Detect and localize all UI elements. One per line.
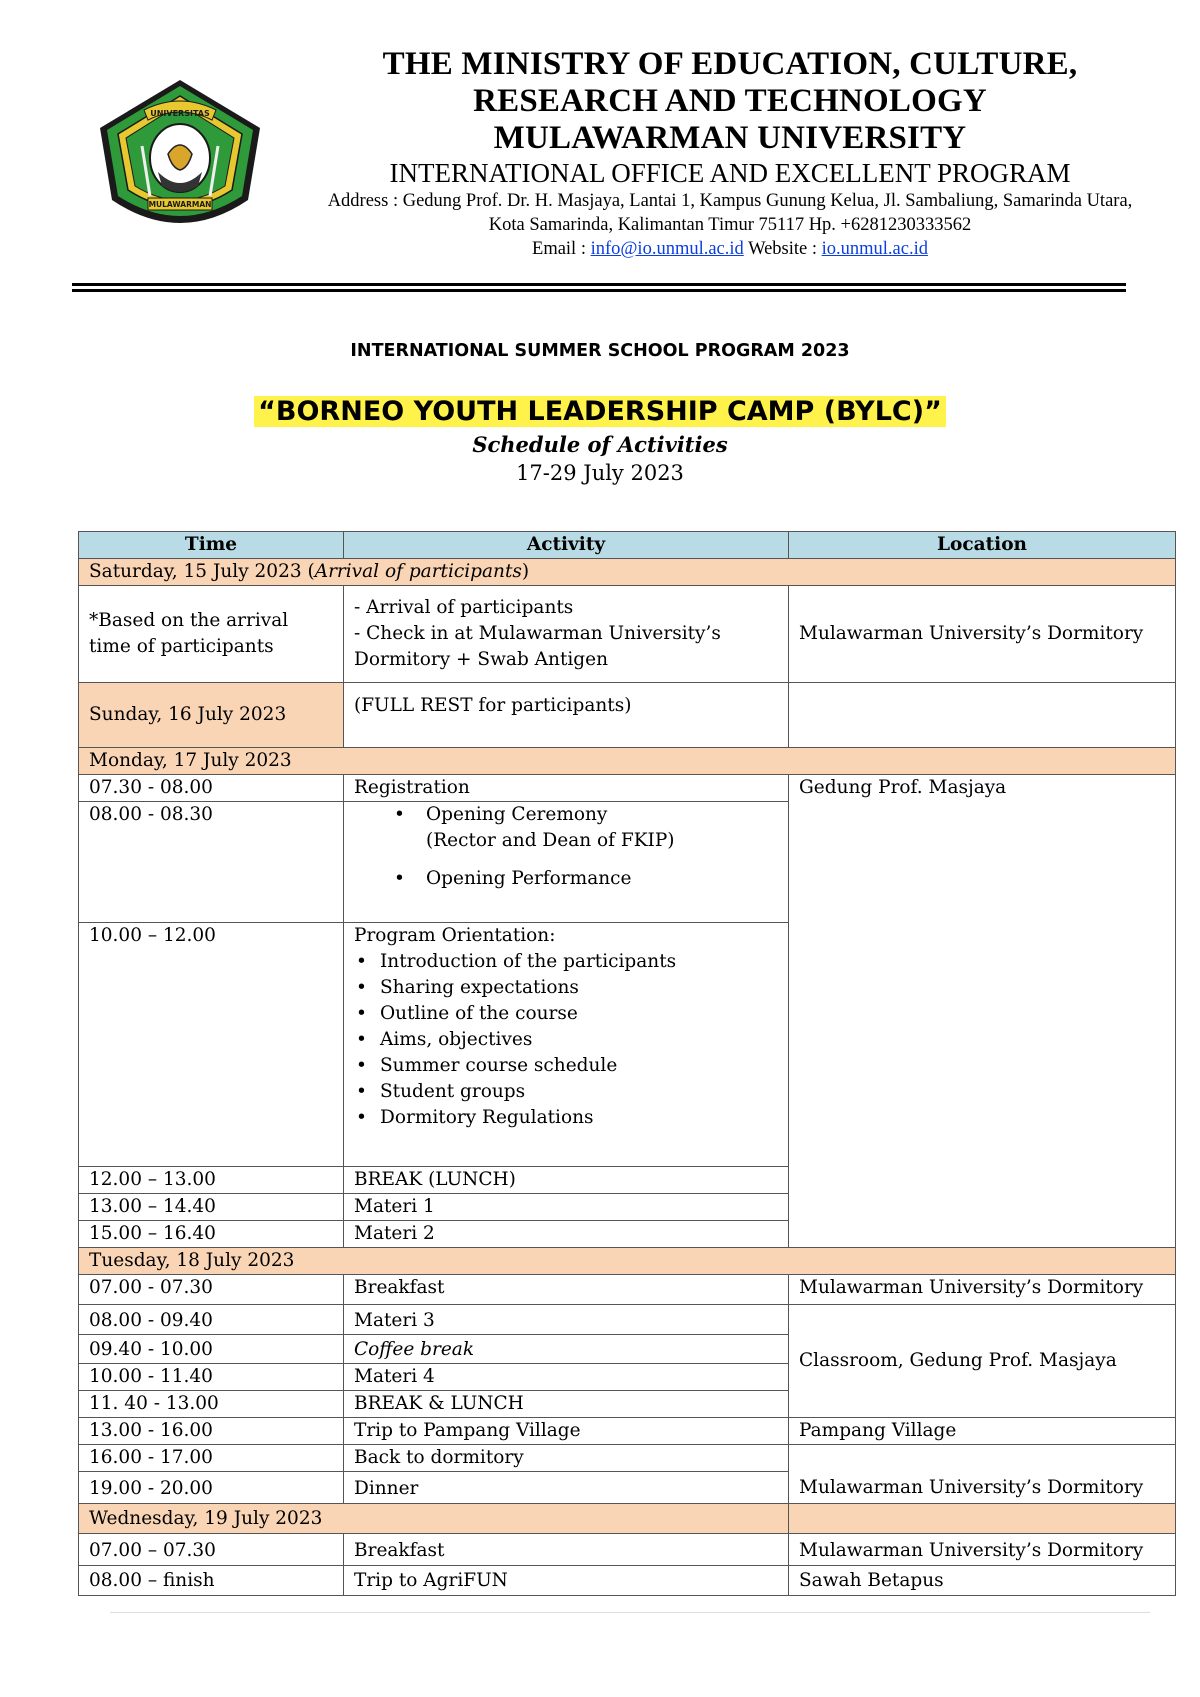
time-cell: 13.00 - 16.00: [79, 1418, 344, 1445]
activity-cell: Trip to AgriFUN: [344, 1566, 789, 1596]
table-row: [79, 586, 1176, 683]
email-label: Email :: [532, 239, 591, 259]
camp-title-wrap: [0, 396, 1200, 427]
activity-cell: Materi 4: [344, 1364, 789, 1391]
list-item: • Aims, objectives: [352, 1027, 778, 1053]
opening-list: [354, 802, 778, 892]
table-row: [79, 1305, 1176, 1335]
time-cell: 08.00 – finish: [79, 1566, 344, 1596]
activity-cell: Breakfast: [344, 1275, 789, 1305]
time-cell: 15.00 – 16.40: [79, 1221, 344, 1248]
time-cell: 13.00 – 14.40: [79, 1194, 344, 1221]
activity-cell: Materi 3: [344, 1305, 789, 1335]
time-cell: 12.00 – 13.00: [79, 1167, 344, 1194]
header-time: Time: [79, 532, 344, 559]
header-rule-bottom: [72, 289, 1126, 292]
list-item: • Student groups: [352, 1079, 778, 1105]
table-row: [79, 1275, 1176, 1305]
contact-line: [230, 237, 1200, 261]
list-item: • Outline of the course: [352, 1001, 778, 1027]
activity-cell: BREAK (LUNCH): [344, 1167, 789, 1194]
location-cell: Classroom, Gedung Prof. Masjaya: [789, 1305, 1176, 1418]
activity-cell: Back to dormitory: [344, 1445, 789, 1472]
letterhead: [230, 46, 1200, 261]
logo-bottom-text: MULAWARMAN: [148, 200, 212, 209]
activity-cell: BREAK & LUNCH: [344, 1391, 789, 1418]
list-item: • Opening Ceremony (Rector and Dean of FKIP): [354, 802, 778, 854]
schedule-dates: 17-29 July 2023: [516, 461, 684, 485]
header-location: Location: [789, 532, 1176, 559]
orientation-list: [352, 949, 778, 1131]
time-cell: 10.00 - 11.40: [79, 1364, 344, 1391]
day-row-monday: [79, 748, 1176, 775]
list-item: • Sharing expectations: [352, 975, 778, 1001]
time-cell: 07.00 - 07.30: [79, 1275, 344, 1305]
location-cell: Sawah Betapus: [789, 1566, 1176, 1596]
activity-cell: [344, 923, 789, 1167]
location-cell: [789, 683, 1176, 748]
time-cell: *Based on the arrival time of participants: [79, 586, 344, 683]
time-cell: 10.00 – 12.00: [79, 923, 344, 1167]
website-link[interactable]: io.unmul.ac.id: [821, 239, 928, 259]
activity-cell: Materi 2: [344, 1221, 789, 1248]
time-cell: 07.30 - 08.00: [79, 775, 344, 802]
time-cell: 08.00 - 09.40: [79, 1305, 344, 1335]
orientation-heading: Program Orientation:: [354, 925, 556, 946]
table-row: [79, 683, 1176, 748]
table-row: [79, 1445, 1176, 1472]
table-row: [79, 1534, 1176, 1566]
table-header-row: [79, 532, 1176, 559]
activity-cell: Materi 1: [344, 1194, 789, 1221]
schedule-subtitle: Schedule of Activities: [472, 432, 728, 457]
address-line-1: Address : Gedung Prof. Dr. H. Masjaya, Lantai 1, Kampus Gunung Kelua, Jl. Sambaliung, Samarinda Utara,: [327, 191, 1133, 211]
day-label-monday: Monday, 17 July 2023: [79, 748, 1176, 775]
table-row: [79, 1566, 1176, 1596]
website-label: Website :: [743, 239, 822, 259]
program-title: INTERNATIONAL SUMMER SCHOOL PROGRAM 2023: [350, 341, 850, 361]
location-cell: [789, 1504, 1176, 1534]
university-name: MULAWARMAN UNIVERSITY: [493, 120, 967, 156]
day-label-sunday: Sunday, 16 July 2023: [79, 683, 344, 748]
activity-cell: Registration: [344, 775, 789, 802]
day-label-saturday: Saturday, 15 July 2023 (Arrival of participants): [79, 559, 1176, 586]
header-activity: Activity: [344, 532, 789, 559]
activity-cell: Breakfast: [344, 1534, 789, 1566]
location-cell: Mulawarman University’s Dormitory: [789, 1275, 1176, 1305]
time-cell: 11. 40 - 13.00: [79, 1391, 344, 1418]
list-item: • Summer course schedule: [352, 1053, 778, 1079]
activity-cell: Dinner: [344, 1472, 789, 1504]
location-cell: Mulawarman University’s Dormitory: [789, 1445, 1176, 1504]
day-row-wednesday: [79, 1504, 1176, 1534]
activity-cell: Trip to Pampang Village: [344, 1418, 789, 1445]
address-line-2: Kota Samarinda, Kalimantan Timur 75117 Hp. +6281230333562: [488, 215, 972, 235]
logo-top-text: UNIVERSITAS: [150, 109, 210, 118]
day-label-tuesday: Tuesday, 18 July 2023: [79, 1248, 1176, 1275]
time-cell: 08.00 - 08.30: [79, 802, 344, 923]
time-cell: 09.40 - 10.00: [79, 1335, 344, 1364]
day-row-tuesday: [79, 1248, 1176, 1275]
list-item: • Opening Performance: [354, 866, 778, 892]
table-row: [79, 775, 1176, 802]
header-rule-top: [72, 283, 1126, 286]
email-link[interactable]: info@io.unmul.ac.id: [590, 239, 744, 259]
time-cell: 19.00 - 20.00: [79, 1472, 344, 1504]
table-row: [79, 1418, 1176, 1445]
activity-cell: - Arrival of participants - Check in at Mulawarman University’s Dormitory + Swab Antigen: [344, 586, 789, 683]
location-cell: Gedung Prof. Masjaya: [789, 775, 1176, 1248]
time-cell: 07.00 – 07.30: [79, 1534, 344, 1566]
activity-cell: Coffee break: [344, 1335, 789, 1364]
camp-title: “BORNEO YOUTH LEADERSHIP CAMP (BYLC)”: [254, 396, 946, 427]
time-cell: 16.00 - 17.00: [79, 1445, 344, 1472]
schedule-table: [78, 531, 1176, 1596]
day-label-wednesday: Wednesday, 19 July 2023: [79, 1504, 789, 1534]
list-item: • Introduction of the participants: [352, 949, 778, 975]
activity-cell: [344, 802, 789, 923]
ministry-line-2: RESEARCH AND TECHNOLOGY: [473, 83, 987, 119]
day-row-saturday: [79, 559, 1176, 586]
location-cell: Mulawarman University’s Dormitory: [789, 586, 1176, 683]
office-name: INTERNATIONAL OFFICE AND EXCELLENT PROGRAM: [389, 158, 1071, 188]
footer-divider: [110, 1612, 1150, 1613]
location-cell: Mulawarman University’s Dormitory: [789, 1534, 1176, 1566]
list-item: • Dormitory Regulations: [352, 1105, 778, 1131]
activity-cell: (FULL REST for participants): [344, 683, 789, 748]
ministry-line-1: THE MINISTRY OF EDUCATION, CULTURE,: [382, 46, 1078, 82]
location-cell: Pampang Village: [789, 1418, 1176, 1445]
